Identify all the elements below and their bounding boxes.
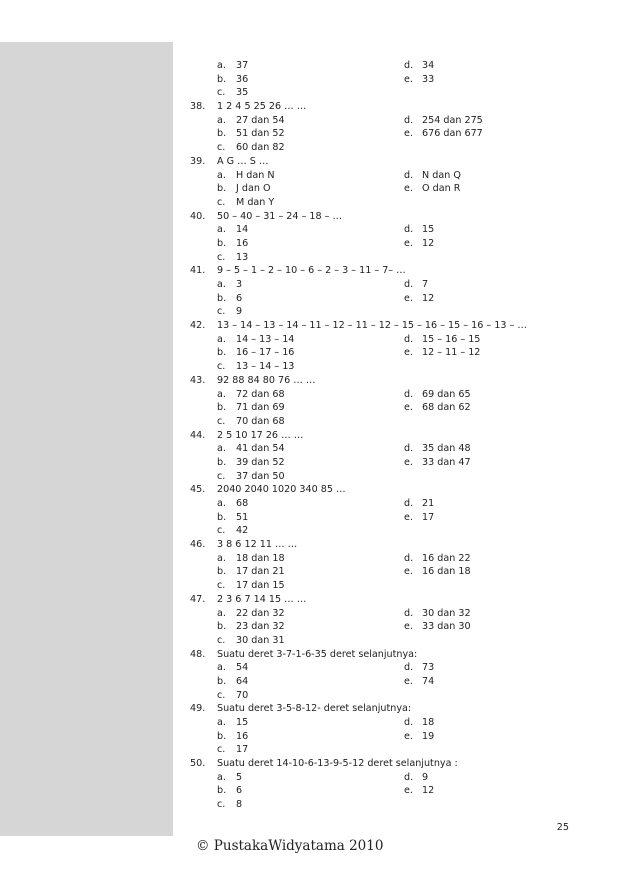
option-row: [190, 59, 590, 73]
option-row: [190, 661, 590, 675]
question-text: 50 – 40 – 31 – 24 – 18 – …: [217, 210, 343, 222]
option-text: 17 dan 15: [236, 580, 285, 592]
option-text: 41 dan 54: [236, 443, 285, 455]
option-letter: a.: [217, 169, 226, 181]
option-letter: b.: [217, 347, 227, 359]
option-letter: a.: [217, 552, 226, 564]
option-row: [190, 141, 590, 155]
question-number: 46.: [190, 539, 206, 551]
option-row: [190, 237, 590, 251]
option-letter: a.: [217, 771, 226, 783]
option-text: 54: [236, 662, 249, 674]
option-letter: b.: [217, 128, 227, 140]
option-letter: e.: [404, 785, 413, 797]
question-text: 13 – 14 – 13 – 14 – 11 – 12 – 11 – 12 – 15 – 16 – 15 – 16 – 13 – …: [217, 320, 527, 332]
option-text: 13: [236, 251, 249, 263]
option-text: 5: [236, 771, 243, 783]
option-text: 7: [422, 279, 429, 290]
question-row: [190, 100, 590, 114]
option-row: [190, 565, 590, 579]
question-row: [190, 319, 590, 333]
option-letter: d.: [404, 662, 414, 674]
option-letter: d.: [404, 333, 414, 345]
option-row: [190, 292, 590, 306]
question-number: 38.: [190, 101, 206, 113]
option-text: 12 – 11 – 12: [422, 347, 481, 359]
question-number: 42.: [190, 320, 206, 332]
option-letter: c.: [217, 142, 226, 154]
option-letter: c.: [217, 361, 226, 373]
option-text: 72 dan 68: [236, 388, 285, 400]
option-text: 13 – 14 – 13: [236, 361, 295, 373]
option-letter: e.: [404, 128, 413, 140]
option-row: [190, 634, 590, 648]
option-text: 71 dan 69: [236, 402, 285, 414]
option-letter: b.: [217, 621, 227, 633]
option-text: 12: [422, 237, 435, 249]
option-letter: a.: [217, 388, 226, 400]
option-row: [190, 333, 590, 347]
option-letter: e.: [404, 347, 413, 359]
option-row: [190, 743, 590, 757]
option-letter: a.: [217, 607, 226, 619]
option-text: 39 dan 52: [236, 456, 285, 468]
option-letter: c.: [217, 306, 226, 318]
option-letter: a.: [217, 717, 226, 728]
option-text: 17: [422, 511, 435, 523]
option-text: 17: [236, 744, 249, 756]
question-row: [190, 264, 590, 278]
option-letter: a.: [217, 224, 226, 236]
option-letter: c.: [217, 251, 226, 263]
question-row: [190, 210, 590, 224]
option-text: M dan Y: [236, 196, 275, 208]
option-row: [190, 771, 590, 785]
option-letter: d.: [404, 169, 414, 181]
option-letter: e.: [404, 566, 413, 578]
option-letter: e.: [404, 621, 413, 633]
option-letter: e.: [404, 183, 413, 195]
question-number: 45.: [190, 484, 206, 496]
option-row: [190, 127, 590, 141]
option-row: [190, 114, 590, 128]
option-text: 14: [236, 224, 249, 236]
option-text: 15: [236, 717, 249, 728]
option-row: [190, 552, 590, 566]
option-row: [190, 182, 590, 196]
option-letter: a.: [217, 279, 226, 290]
option-text: 15: [422, 224, 435, 236]
option-text: 70: [236, 689, 249, 701]
option-text: 8: [236, 799, 243, 811]
option-row: [190, 278, 590, 292]
option-text: O dan R: [422, 183, 461, 195]
option-text: 22 dan 32: [236, 607, 285, 619]
option-letter: e.: [404, 237, 413, 249]
option-letter: e.: [404, 402, 413, 414]
option-row: [190, 620, 590, 634]
option-row: [190, 442, 590, 456]
option-row: [190, 388, 590, 402]
question-row: [190, 374, 590, 388]
question-text: 2040 2040 1020 340 85 …: [217, 484, 346, 496]
question-number: 41.: [190, 265, 206, 277]
option-text: 16: [236, 730, 249, 742]
option-row: [190, 196, 590, 210]
question-text: 2 3 6 7 14 15 … …: [217, 593, 307, 605]
page-number: 25: [556, 822, 569, 833]
option-text: 34: [422, 60, 435, 71]
option-letter: d.: [404, 443, 414, 455]
option-row: [190, 798, 590, 812]
option-text: 33: [422, 73, 435, 85]
option-letter: d.: [404, 279, 414, 290]
question-row: [190, 538, 590, 552]
option-text: 21: [422, 498, 435, 509]
question-text: 92 88 84 80 76 … …: [217, 374, 316, 386]
option-text: 30 dan 31: [236, 634, 285, 646]
option-text: 60 dan 82: [236, 142, 285, 154]
option-text: 15 – 16 – 15: [422, 333, 481, 345]
question-row: [190, 702, 590, 716]
option-letter: d.: [404, 60, 414, 71]
option-text: 18 dan 18: [236, 552, 285, 564]
option-letter: b.: [217, 183, 227, 195]
option-letter: e.: [404, 73, 413, 85]
option-letter: a.: [217, 662, 226, 674]
question-row: [190, 155, 590, 169]
option-text: 6: [236, 292, 243, 304]
option-text: 16: [236, 237, 249, 249]
option-row: [190, 675, 590, 689]
option-letter: d.: [404, 717, 414, 728]
option-letter: c.: [217, 415, 226, 427]
option-letter: a.: [217, 443, 226, 455]
option-text: 16 dan 22: [422, 552, 471, 564]
option-letter: e.: [404, 292, 413, 304]
option-row: [190, 784, 590, 798]
option-letter: d.: [404, 552, 414, 564]
option-text: 37: [236, 60, 249, 71]
option-letter: c.: [217, 196, 226, 208]
option-letter: b.: [217, 566, 227, 578]
option-row: [190, 415, 590, 429]
question-text: 9 – 5 – 1 – 2 – 10 – 6 – 2 – 3 – 11 – 7– …: [217, 265, 406, 277]
question-number: 49.: [190, 703, 206, 715]
option-text: 23 dan 32: [236, 621, 285, 633]
option-text: 17 dan 21: [236, 566, 285, 578]
option-letter: a.: [217, 60, 226, 71]
question-number: 43.: [190, 374, 206, 386]
question-number: 50.: [190, 758, 206, 770]
question-text: 2 5 10 17 26 … …: [217, 429, 304, 441]
option-row: [190, 73, 590, 87]
question-row: [190, 593, 590, 607]
option-row: [190, 360, 590, 374]
option-text: 16 dan 18: [422, 566, 471, 578]
option-letter: c.: [217, 689, 226, 701]
option-row: [190, 607, 590, 621]
option-row: [190, 456, 590, 470]
option-row: [190, 223, 590, 237]
option-text: 37 dan 50: [236, 470, 285, 482]
option-row: [190, 470, 590, 484]
question-number: 39.: [190, 155, 206, 167]
option-text: 3: [236, 279, 243, 290]
option-letter: e.: [404, 675, 413, 687]
option-row: [190, 689, 590, 703]
option-text: 73: [422, 662, 435, 674]
option-row: [190, 86, 590, 100]
option-letter: c.: [217, 525, 226, 537]
option-letter: d.: [404, 771, 414, 783]
option-text: 27 dan 54: [236, 114, 285, 126]
option-text: 70 dan 68: [236, 415, 285, 427]
option-letter: b.: [217, 511, 227, 523]
option-text: 18: [422, 717, 435, 728]
option-text: H dan N: [236, 169, 275, 181]
option-letter: d.: [404, 388, 414, 400]
question-text: A G … S …: [217, 155, 269, 167]
option-text: 68 dan 62: [422, 402, 471, 414]
option-letter: b.: [217, 73, 227, 85]
option-row: [190, 579, 590, 593]
option-row: [190, 511, 590, 525]
option-text: 33 dan 47: [422, 456, 471, 468]
option-text: 69 dan 65: [422, 388, 471, 400]
question-text: 1 2 4 5 25 26 … …: [217, 101, 307, 113]
option-row: [190, 524, 590, 538]
option-row: [190, 716, 590, 730]
option-text: 6: [236, 785, 243, 797]
option-letter: a.: [217, 333, 226, 345]
option-letter: d.: [404, 607, 414, 619]
option-letter: b.: [217, 456, 227, 468]
option-row: [190, 169, 590, 183]
question-text: Suatu deret 14-10-6-13-9-5-12 deret selanjutnya :: [217, 758, 458, 770]
option-text: 35 dan 48: [422, 443, 471, 455]
option-text: 74: [422, 675, 435, 687]
question-row: [190, 648, 590, 662]
option-letter: d.: [404, 224, 414, 236]
option-letter: b.: [217, 237, 227, 249]
option-letter: d.: [404, 498, 414, 509]
question-row: [190, 757, 590, 771]
footer-copyright: © PustakaWidyatama 2010: [196, 838, 384, 854]
question-text: 3 8 6 12 11 … …: [217, 539, 298, 551]
option-text: 9: [422, 771, 429, 783]
option-text: 68: [236, 498, 249, 509]
option-letter: c.: [217, 580, 226, 592]
option-letter: a.: [217, 498, 226, 509]
option-text: 16 – 17 – 16: [236, 347, 295, 359]
option-letter: e.: [404, 730, 413, 742]
option-text: J dan O: [236, 183, 271, 195]
option-letter: b.: [217, 785, 227, 797]
option-letter: b.: [217, 402, 227, 414]
option-text: 30 dan 32: [422, 607, 471, 619]
option-text: 51: [236, 511, 249, 523]
question-number: 47.: [190, 593, 206, 605]
option-text: 676 dan 677: [422, 128, 483, 140]
margin-gray-band: [0, 42, 173, 836]
option-text: 14 – 13 – 14: [236, 333, 295, 345]
question-row: [190, 429, 590, 443]
option-text: 64: [236, 675, 249, 687]
option-letter: c.: [217, 799, 226, 811]
option-letter: c.: [217, 634, 226, 646]
option-letter: b.: [217, 730, 227, 742]
option-text: 36: [236, 73, 249, 85]
option-letter: b.: [217, 292, 227, 304]
question-number: 48.: [190, 648, 206, 660]
option-text: 19: [422, 730, 435, 742]
question-text: Suatu deret 3-5-8-12- deret selanjutnya:: [217, 703, 412, 715]
option-letter: c.: [217, 470, 226, 482]
option-letter: e.: [404, 456, 413, 468]
option-text: 12: [422, 292, 435, 304]
option-row: [190, 401, 590, 415]
option-row: [190, 251, 590, 265]
question-number: 44.: [190, 429, 206, 441]
option-text: 12: [422, 785, 435, 797]
option-letter: a.: [217, 114, 226, 126]
question-row: [190, 483, 590, 497]
option-text: N dan Q: [422, 169, 461, 181]
option-letter: e.: [404, 511, 413, 523]
question-list: [190, 59, 590, 812]
option-letter: c.: [217, 87, 226, 99]
option-text: 9: [236, 306, 243, 318]
option-letter: b.: [217, 675, 227, 687]
option-letter: c.: [217, 744, 226, 756]
option-row: [190, 497, 590, 511]
option-text: 35: [236, 87, 249, 99]
option-text: 33 dan 30: [422, 621, 471, 633]
option-letter: d.: [404, 114, 414, 126]
option-text: 42: [236, 525, 249, 537]
option-text: 254 dan 275: [422, 114, 483, 126]
option-row: [190, 346, 590, 360]
option-row: [190, 730, 590, 744]
question-text: Suatu deret 3-7-1-6-35 deret selanjutnya:: [217, 648, 418, 660]
question-number: 40.: [190, 210, 206, 222]
option-row: [190, 305, 590, 319]
option-text: 51 dan 52: [236, 128, 285, 140]
